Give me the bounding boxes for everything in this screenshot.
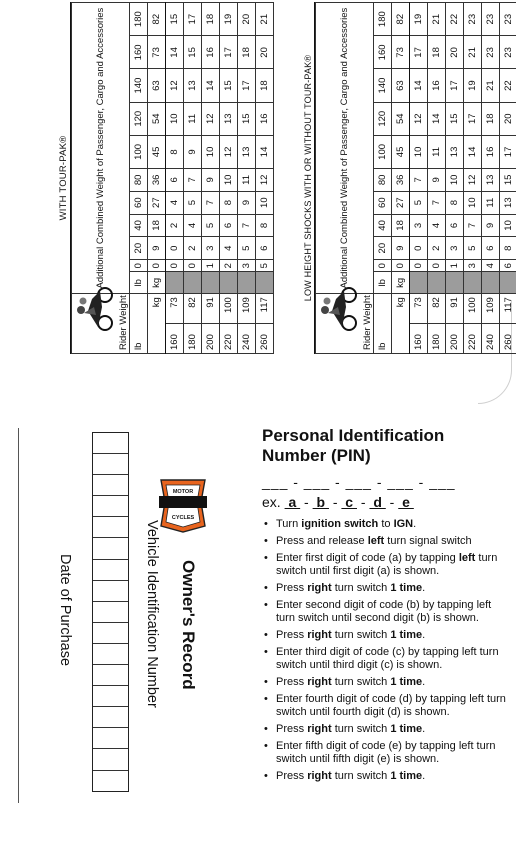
- kg-header-cell: 18: [148, 214, 166, 237]
- pin-blank-entry[interactable]: ___ - ___ - ___ - ___ - ___: [262, 474, 456, 490]
- preload-value-cell: 19: [464, 69, 482, 102]
- rider-lb-cell: 200: [202, 324, 220, 354]
- rider-kg-cell: 82: [428, 294, 446, 324]
- preload-value-cell: 11: [482, 191, 500, 214]
- preload-value-cell: 17: [220, 36, 238, 69]
- preload-value-cell: 7: [410, 169, 428, 192]
- lb-header-cell: 100: [130, 135, 148, 168]
- owners-record-title: Owner's Record: [179, 560, 198, 690]
- kg-header-cell: 63: [148, 69, 166, 102]
- preload-value-cell: 10: [166, 102, 184, 135]
- preload-value-cell: 12: [256, 169, 274, 192]
- lb-header-cell: lb: [374, 272, 392, 294]
- kg-header-cell: 63: [392, 69, 410, 102]
- vin-digit-box[interactable]: [93, 686, 128, 707]
- example-digit: b: [312, 494, 329, 510]
- load-table: [71, 2, 274, 354]
- shaded-cell: [500, 272, 516, 294]
- kg-header-cell: 0: [392, 260, 410, 272]
- rider-lb-cell: 160: [166, 324, 184, 354]
- unit-lb: lb: [374, 294, 392, 354]
- shaded-cell: [428, 272, 446, 294]
- vin-label: Vehicle Identification Number: [144, 520, 160, 708]
- preload-value-cell: 14: [428, 102, 446, 135]
- preload-value-cell: 20: [500, 102, 516, 135]
- kg-header-cell: kg: [392, 272, 410, 294]
- shaded-cell: [464, 272, 482, 294]
- lb-header-cell: 80: [130, 169, 148, 192]
- rider-lb-cell: 240: [238, 324, 256, 354]
- shaded-cell: [184, 272, 202, 294]
- unit-kg: kg: [148, 294, 166, 354]
- pin-step: • Press right turn switch 1 time.: [262, 770, 512, 783]
- pin-step: • Press right turn switch 1 time.: [262, 676, 512, 689]
- pin-step: • Enter first digit of code (a) by tapping left turn switch until first digit (a) is shown.: [262, 552, 512, 578]
- lb-header-cell: 60: [374, 191, 392, 214]
- preload-value-cell: 2: [428, 237, 446, 260]
- unit-kg: kg: [392, 294, 410, 354]
- vin-digit-box[interactable]: [93, 665, 128, 686]
- lb-header-cell: 60: [130, 191, 148, 214]
- load-table: [315, 2, 516, 354]
- preload-value-cell: 2: [166, 214, 184, 237]
- preload-value-cell: 6: [166, 169, 184, 192]
- preload-value-cell: 16: [202, 36, 220, 69]
- preload-value-cell: 13: [220, 102, 238, 135]
- preload-value-cell: 4: [184, 214, 202, 237]
- preload-value-cell: 10: [202, 135, 220, 168]
- table-row: [202, 3, 220, 354]
- preload-value-cell: 6: [500, 260, 516, 272]
- pin-step: • Enter third digit of code (c) by tapping left turn switch until third digit (c) is shown.: [262, 646, 512, 672]
- preload-value-cell: 12: [202, 102, 220, 135]
- preload-value-cell: 22: [446, 3, 464, 36]
- preload-value-cell: 6: [482, 237, 500, 260]
- preload-value-cell: 7: [464, 214, 482, 237]
- preload-value-cell: 18: [428, 36, 446, 69]
- rider-kg-cell: 82: [184, 294, 202, 324]
- pin-step: • Press right turn switch 1 time.: [262, 629, 512, 642]
- preload-value-cell: 15: [500, 169, 516, 192]
- preload-value-cell: 6: [256, 237, 274, 260]
- preload-value-cell: 14: [410, 69, 428, 102]
- kg-header-cell: 82: [392, 3, 410, 36]
- preload-value-cell: 6: [446, 214, 464, 237]
- preload-value-cell: 7: [428, 191, 446, 214]
- preload-value-cell: 14: [166, 36, 184, 69]
- shaded-cell: [220, 272, 238, 294]
- example-prefix: ex.: [262, 494, 285, 510]
- rider-lb-cell: 180: [184, 324, 202, 354]
- preload-value-cell: 19: [410, 3, 428, 36]
- pin-step: • Enter second digit of code (b) by tapping left turn switch until second digit (b) is shown.: [262, 599, 512, 625]
- load-table-low-height-shocks: [301, 2, 514, 354]
- preload-value-cell: 7: [184, 169, 202, 192]
- preload-value-cell: 17: [184, 3, 202, 36]
- preload-value-cell: 21: [464, 36, 482, 69]
- example-digit: a: [284, 494, 301, 510]
- rider-kg-cell: 100: [220, 294, 238, 324]
- preload-value-cell: 2: [184, 237, 202, 260]
- preload-value-cell: 8: [166, 135, 184, 168]
- vin-digit-box[interactable]: [93, 517, 128, 538]
- rider-lb-cell: 220: [220, 324, 238, 354]
- preload-value-cell: 15: [220, 69, 238, 102]
- rider-lb-cell: 160: [410, 324, 428, 354]
- preload-value-cell: 3: [238, 260, 256, 272]
- rider-kg-cell: 117: [256, 294, 274, 324]
- rider-lb-cell: 260: [500, 324, 516, 354]
- card-fold-line: [18, 428, 19, 803]
- preload-value-cell: 13: [482, 169, 500, 192]
- preload-value-cell: 3: [464, 260, 482, 272]
- kg-header-cell: 82: [148, 3, 166, 36]
- preload-value-cell: 0: [410, 260, 428, 272]
- preload-value-cell: 18: [482, 102, 500, 135]
- preload-value-cell: 11: [184, 102, 202, 135]
- rider-lb-cell: 260: [256, 324, 274, 354]
- unit-lb: lb: [130, 294, 148, 354]
- pin-step: • Turn ignition switch to IGN.: [262, 518, 512, 531]
- rider-weight-label: Rider Weight: [362, 295, 373, 350]
- preload-value-cell: 3: [446, 237, 464, 260]
- kg-header-cell: 27: [392, 191, 410, 214]
- preload-value-cell: 15: [446, 102, 464, 135]
- lb-header-cell: 140: [130, 69, 148, 102]
- rider-kg-cell: 73: [410, 294, 428, 324]
- preload-value-cell: 21: [428, 3, 446, 36]
- rider-lb-cell: 180: [428, 324, 446, 354]
- preload-value-cell: 9: [482, 214, 500, 237]
- kg-header-cell: 54: [148, 102, 166, 135]
- preload-value-cell: 23: [500, 36, 516, 69]
- pin-title: Personal Identification Number (PIN): [262, 426, 445, 465]
- example-digit: d: [369, 494, 386, 510]
- kg-header-cell: 45: [148, 135, 166, 168]
- vin-digit-box[interactable]: [93, 496, 128, 517]
- date-of-purchase-label: Date of Purchase: [57, 554, 73, 667]
- vin-entry-boxes[interactable]: [92, 432, 129, 792]
- preload-value-cell: 0: [166, 237, 184, 260]
- preload-value-cell: 13: [238, 135, 256, 168]
- kg-header-cell: 9: [148, 237, 166, 260]
- preload-value-cell: 4: [428, 214, 446, 237]
- preload-value-cell: 16: [482, 135, 500, 168]
- preload-value-cell: 7: [202, 191, 220, 214]
- preload-value-cell: 0: [184, 260, 202, 272]
- preload-value-cell: 4: [482, 260, 500, 272]
- lb-header-cell: 0: [130, 260, 148, 272]
- vin-digit-box[interactable]: [93, 581, 128, 602]
- vin-digit-box[interactable]: [93, 728, 128, 749]
- kg-header-cell: 36: [148, 169, 166, 192]
- preload-value-cell: 16: [428, 69, 446, 102]
- preload-value-cell: 16: [256, 102, 274, 135]
- pin-step: • Press and release left turn signal switch: [262, 535, 512, 548]
- kg-header-cell: 54: [392, 102, 410, 135]
- vin-digit-box[interactable]: [93, 602, 128, 623]
- preload-value-cell: 8: [446, 191, 464, 214]
- preload-value-cell: 1: [202, 260, 220, 272]
- kg-header-cell: 45: [392, 135, 410, 168]
- preload-value-cell: 19: [220, 3, 238, 36]
- preload-value-cell: 0: [166, 260, 184, 272]
- table-row: [220, 3, 238, 354]
- shaded-cell: [482, 272, 500, 294]
- motorcycle-rider-icon: [318, 281, 358, 337]
- lb-header-cell: 40: [374, 214, 392, 237]
- rider-weight-header: [316, 294, 374, 354]
- pin-example: ex. a - b - c - d - e: [262, 494, 414, 510]
- table-row: [464, 3, 482, 354]
- preload-value-cell: 5: [184, 191, 202, 214]
- shaded-cell: [166, 272, 184, 294]
- pin-instructions: [262, 426, 512, 787]
- rider-weight-label: Rider Weight: [118, 295, 129, 350]
- kg-header-cell: 0: [148, 260, 166, 272]
- preload-value-cell: 18: [256, 69, 274, 102]
- preload-value-cell: 14: [464, 135, 482, 168]
- pin-step: • Press right turn switch 1 time.: [262, 582, 512, 595]
- preload-value-cell: 9: [238, 191, 256, 214]
- vin-digit-box[interactable]: [93, 560, 128, 581]
- svg-text:CYCLES: CYCLES: [171, 515, 195, 521]
- rider-lb-cell: 200: [446, 324, 464, 354]
- rider-kg-cell: 91: [202, 294, 220, 324]
- motorcycle-rider-icon: [74, 281, 114, 337]
- lb-header-cell: 140: [374, 69, 392, 102]
- preload-value-cell: 4: [166, 191, 184, 214]
- table-row: [482, 3, 500, 354]
- preload-value-cell: 18: [238, 36, 256, 69]
- preload-value-cell: 17: [500, 135, 516, 168]
- preload-value-cell: 13: [446, 135, 464, 168]
- preload-value-cell: 5: [256, 260, 274, 272]
- rider-kg-cell: 100: [464, 294, 482, 324]
- lb-header-cell: 20: [374, 237, 392, 260]
- preload-value-cell: 12: [166, 69, 184, 102]
- preload-value-cell: 0: [428, 260, 446, 272]
- pin-step: • Press right turn switch 1 time.: [262, 723, 512, 736]
- table-row: [238, 3, 256, 354]
- shaded-cell: [202, 272, 220, 294]
- preload-value-cell: 2: [220, 260, 238, 272]
- preload-value-cell: 12: [220, 135, 238, 168]
- vin-digit-box[interactable]: [93, 475, 128, 496]
- preload-value-cell: 7: [238, 214, 256, 237]
- preload-value-cell: 8: [256, 214, 274, 237]
- example-digit: e: [398, 494, 414, 510]
- lb-header-cell: 20: [130, 237, 148, 260]
- load-table-with-tour-pak: [57, 2, 270, 354]
- vin-digit-box[interactable]: [93, 771, 128, 792]
- rider-lb-cell: 240: [482, 324, 500, 354]
- preload-value-cell: 23: [482, 3, 500, 36]
- example-digit: c: [341, 494, 357, 510]
- lb-header-cell: 160: [374, 36, 392, 69]
- kg-header-cell: 36: [392, 169, 410, 192]
- preload-value-cell: 3: [202, 237, 220, 260]
- table-row: [410, 3, 428, 354]
- shaded-cell: [446, 272, 464, 294]
- table-row: [256, 3, 274, 354]
- lb-header-cell: 120: [130, 102, 148, 135]
- vin-digit-box[interactable]: [93, 433, 128, 454]
- preload-value-cell: 9: [184, 135, 202, 168]
- kg-header-cell: kg: [148, 272, 166, 294]
- preload-value-cell: 8: [220, 191, 238, 214]
- lb-header-cell: lb: [130, 272, 148, 294]
- kg-header-cell: 27: [148, 191, 166, 214]
- lb-header-cell: 0: [374, 260, 392, 272]
- preload-value-cell: 10: [410, 135, 428, 168]
- preload-value-cell: 5: [410, 191, 428, 214]
- rider-kg-cell: 109: [238, 294, 256, 324]
- table-description: Additional Combined Weight of Passenger, Cargo and Accessories: [316, 3, 374, 294]
- vin-digit-box[interactable]: [93, 538, 128, 559]
- preload-value-cell: 13: [184, 69, 202, 102]
- preload-value-cell: 10: [464, 191, 482, 214]
- table-row: [428, 3, 446, 354]
- preload-value-cell: 13: [500, 191, 516, 214]
- preload-value-cell: 5: [464, 237, 482, 260]
- rider-kg-cell: 73: [166, 294, 184, 324]
- lb-header-cell: 40: [130, 214, 148, 237]
- preload-value-cell: 5: [202, 214, 220, 237]
- preload-value-cell: 15: [184, 36, 202, 69]
- vin-digit-box[interactable]: [93, 707, 128, 728]
- preload-value-cell: 23: [482, 36, 500, 69]
- rider-kg-cell: 91: [446, 294, 464, 324]
- preload-value-cell: 10: [256, 191, 274, 214]
- preload-value-cell: 12: [410, 102, 428, 135]
- preload-value-cell: 4: [220, 237, 238, 260]
- preload-value-cell: 12: [464, 169, 482, 192]
- kg-header-cell: 9: [392, 237, 410, 260]
- preload-value-cell: 10: [220, 169, 238, 192]
- preload-value-cell: 0: [410, 237, 428, 260]
- preload-value-cell: 23: [464, 3, 482, 36]
- preload-value-cell: 21: [482, 69, 500, 102]
- lb-header-cell: 180: [374, 3, 392, 36]
- preload-value-cell: 10: [446, 169, 464, 192]
- kg-header-cell: 18: [392, 214, 410, 237]
- preload-value-cell: 15: [238, 102, 256, 135]
- preload-value-cell: 14: [202, 69, 220, 102]
- preload-value-cell: 18: [202, 3, 220, 36]
- preload-value-cell: 11: [238, 169, 256, 192]
- preload-value-cell: 15: [166, 3, 184, 36]
- preload-value-cell: 1: [446, 260, 464, 272]
- preload-value-cell: 14: [256, 135, 274, 168]
- rider-weight-header: [72, 294, 130, 354]
- preload-value-cell: 9: [428, 169, 446, 192]
- table-row: [184, 3, 202, 354]
- kg-header-cell: 73: [392, 36, 410, 69]
- lb-header-cell: 160: [130, 36, 148, 69]
- lb-header-cell: 180: [130, 3, 148, 36]
- shaded-cell: [256, 272, 274, 294]
- shaded-cell: [410, 272, 428, 294]
- lb-header-cell: 100: [374, 135, 392, 168]
- preload-value-cell: 20: [256, 36, 274, 69]
- table-row: [446, 3, 464, 354]
- preload-value-cell: 9: [202, 169, 220, 192]
- preload-value-cell: 17: [238, 69, 256, 102]
- pin-steps-list: [262, 518, 512, 783]
- table-row: [500, 3, 516, 354]
- preload-value-cell: 17: [464, 102, 482, 135]
- preload-value-cell: 17: [446, 69, 464, 102]
- pin-step: • Enter fourth digit of code (d) by tapping left turn switch until fourth digit (d) is shown.: [262, 693, 512, 719]
- preload-value-cell: 5: [238, 237, 256, 260]
- preload-value-cell: 11: [428, 135, 446, 168]
- lb-header-cell: 80: [374, 169, 392, 192]
- svg-text:MOTOR: MOTOR: [172, 489, 194, 495]
- preload-value-cell: 20: [446, 36, 464, 69]
- preload-value-cell: 10: [500, 214, 516, 237]
- preload-value-cell: 21: [256, 3, 274, 36]
- vin-digit-box[interactable]: [93, 454, 128, 475]
- vin-digit-box[interactable]: [93, 749, 128, 770]
- table-title: LOW HEIGHT SHOCKS WITH OR WITHOUT TOUR-PAK®: [301, 2, 315, 354]
- preload-value-cell: 3: [410, 214, 428, 237]
- kg-header-cell: 73: [148, 36, 166, 69]
- rider-kg-cell: 117: [500, 294, 516, 324]
- rider-kg-cell: 109: [482, 294, 500, 324]
- table-row: [166, 3, 184, 354]
- pin-step: • Enter fifth digit of code (e) by tapping left turn switch until fifth digit (e) is shown.: [262, 740, 512, 766]
- preload-value-cell: 8: [500, 237, 516, 260]
- preload-value-cell: 20: [238, 3, 256, 36]
- table-title: WITH TOUR-PAK®: [57, 2, 71, 354]
- rider-lb-cell: 220: [464, 324, 482, 354]
- preload-value-cell: 6: [220, 214, 238, 237]
- harley-davidson-logo: [155, 472, 211, 534]
- shaded-cell: [238, 272, 256, 294]
- preload-value-cell: 17: [410, 36, 428, 69]
- table-description: Additional Combined Weight of Passenger, Cargo and Accessories: [72, 3, 130, 294]
- preload-value-cell: 22: [500, 69, 516, 102]
- vin-digit-box[interactable]: [93, 644, 128, 665]
- preload-value-cell: 23: [500, 3, 516, 36]
- lb-header-cell: 120: [374, 102, 392, 135]
- vin-digit-box[interactable]: [93, 623, 128, 644]
